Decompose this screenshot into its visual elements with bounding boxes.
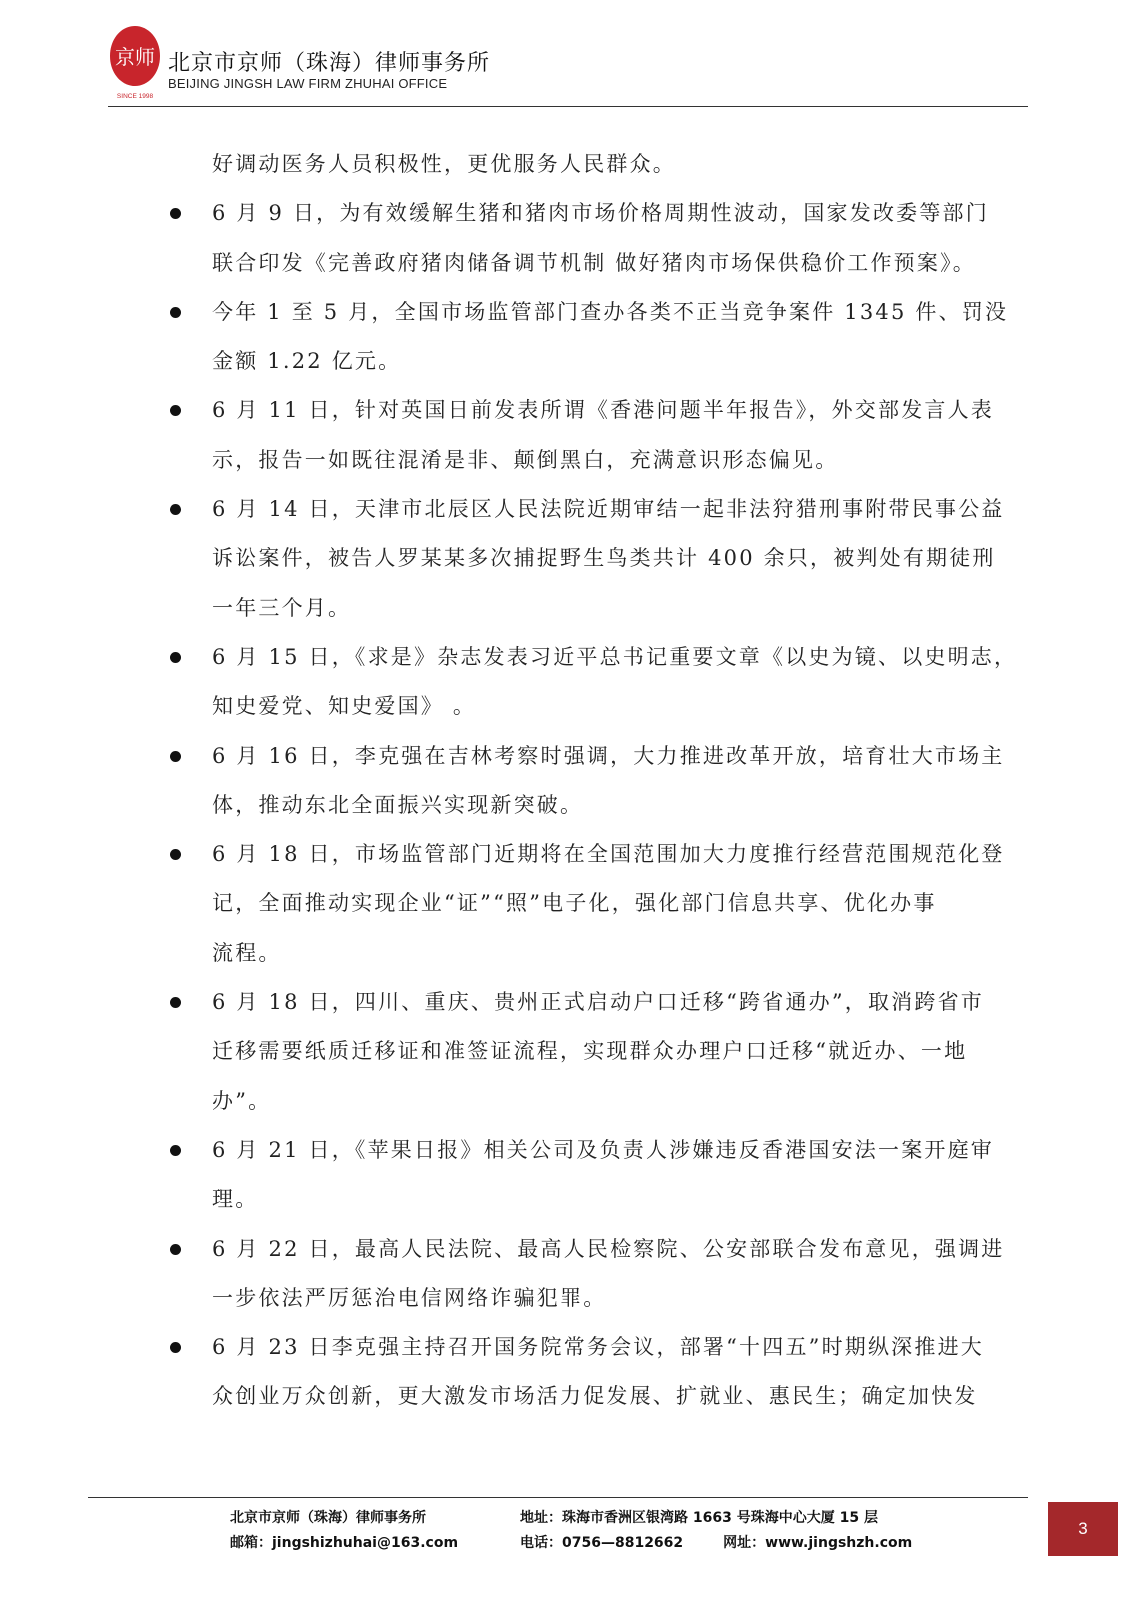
item-line: 理。 <box>212 1187 259 1212</box>
firm-seal-logo <box>108 22 162 100</box>
bullet-icon <box>170 751 181 762</box>
item-line: 今年 1 至 5 月，全国市场监管部门查办各类不正当竞争案件 1345 件、罚没 <box>212 299 1009 324</box>
news-list <box>170 189 1018 1421</box>
item-line: 诉讼案件，被告人罗某某多次捕捉野生鸟类共计 400 余只，被判处有期徒刑 <box>212 546 996 571</box>
page-footer <box>230 1506 912 1556</box>
item-line: 联合印发《完善政府猪肉储备调节机制 做好猪肉市场保供稳价工作预案》。 <box>212 250 976 275</box>
item-line: 6 月 15 日，《求是》杂志发表习近平总书记重要文章《以史为镜、以史明志， <box>212 644 1018 669</box>
footer-address: 地址：珠海市香洲区银湾路 1663 号珠海中心大厦 15 层 <box>520 1510 878 1526</box>
page-header <box>108 18 1028 110</box>
list-item <box>170 732 1005 831</box>
page-number: 3 <box>1048 1502 1118 1556</box>
bullet-icon <box>170 307 181 318</box>
list-item <box>170 1225 1005 1324</box>
item-line: 众创业万众创新，更大激发市场活力促发展、扩就业、惠民生；确定加快发 <box>212 1384 978 1409</box>
item-line: 一步依法严厉惩治电信网络诈骗犯罪。 <box>212 1285 607 1310</box>
item-line: 6 月 22 日，最高人民法院、最高人民检察院、公安部联合发布意见，强调进 <box>212 1236 1005 1261</box>
footer-email: 邮箱：jingshizhuhai@163.com <box>230 1535 459 1551</box>
list-item <box>170 485 1005 633</box>
bullet-icon <box>170 997 181 1008</box>
seal-year: SINCE 1998 <box>116 93 154 100</box>
item-line: 6 月 21 日，《苹果日报》相关公司及负责人涉嫌违反香港国安法一案开庭审 <box>212 1137 995 1162</box>
list-item <box>170 386 995 485</box>
footer-website: 网址：www.jingshzh.com <box>723 1535 913 1551</box>
firm-name-cn: 北京市京师（珠海）律师事务所 <box>168 51 491 76</box>
item-line: 办”。 <box>212 1088 272 1113</box>
list-item <box>170 1126 995 1225</box>
seal-text: 京师 <box>115 45 155 69</box>
continuation-line: 好调动医务人员积极性，更优服务人民群众。 <box>212 152 676 176</box>
firm-name-en: BEIJING JINGSH LAW FIRM ZHUHAI OFFICE <box>168 76 448 91</box>
list-item <box>170 633 1018 732</box>
item-line: 体，推动东北全面振兴实现新突破。 <box>212 792 584 817</box>
item-line: 6 月 18 日，市场监管部门近期将在全国范围加大力度推行经营范围规范化登 <box>212 842 1005 867</box>
document-body <box>170 140 1018 1422</box>
bullet-icon <box>170 1244 181 1255</box>
item-line: 知史爱党、知史爱国》 。 <box>212 694 477 719</box>
item-line: 流程。 <box>212 940 282 965</box>
item-line: 金额 1.22 亿元。 <box>212 349 402 374</box>
header-divider <box>108 106 1028 107</box>
item-line: 迁移需要纸质迁移证和准签证流程，实现群众办理户口迁移“就近办、一地 <box>212 1039 968 1064</box>
bullet-icon <box>170 1145 181 1156</box>
bullet-icon <box>170 652 181 663</box>
item-line: 6 月 9 日，为有效缓解生猪和猪肉市场价格周期性波动，国家发改委等部门 <box>212 201 989 226</box>
footer-firm: 北京市京师（珠海）律师事务所 <box>230 1510 426 1526</box>
list-item <box>170 830 1005 978</box>
item-line: 6 月 23 日李克强主持召开国务院常务会议，部署“十四五”时期纵深推进大 <box>212 1335 984 1360</box>
list-item <box>170 288 1009 387</box>
footer-divider <box>88 1497 1028 1498</box>
item-line: 一年三个月。 <box>212 595 352 620</box>
footer-phone: 电话：0756—8812662 <box>520 1535 684 1551</box>
bullet-icon <box>170 504 181 515</box>
item-line: 6 月 18 日，四川、重庆、贵州正式启动户口迁移“跨省通办”，取消跨省市 <box>212 990 984 1015</box>
item-line: 6 月 14 日，天津市北辰区人民法院近期审结一起非法狩猎刑事附带民事公益 <box>212 497 1005 522</box>
list-item <box>170 189 989 288</box>
item-line: 示，报告一如既往混淆是非、颠倒黑白，充满意识形态偏见。 <box>212 447 839 472</box>
list-item <box>170 1323 984 1422</box>
item-line: 记，全面推动实现企业“证”“照”电子化，强化部门信息共享、优化办事 <box>212 891 937 916</box>
item-line: 6 月 11 日，针对英国日前发表所谓《香港问题半年报告》，外交部发言人表 <box>212 398 995 423</box>
item-line: 6 月 16 日，李克强在吉林考察时强调，大力推进改革开放，培育壮大市场主 <box>212 743 1005 768</box>
list-item <box>170 978 984 1126</box>
